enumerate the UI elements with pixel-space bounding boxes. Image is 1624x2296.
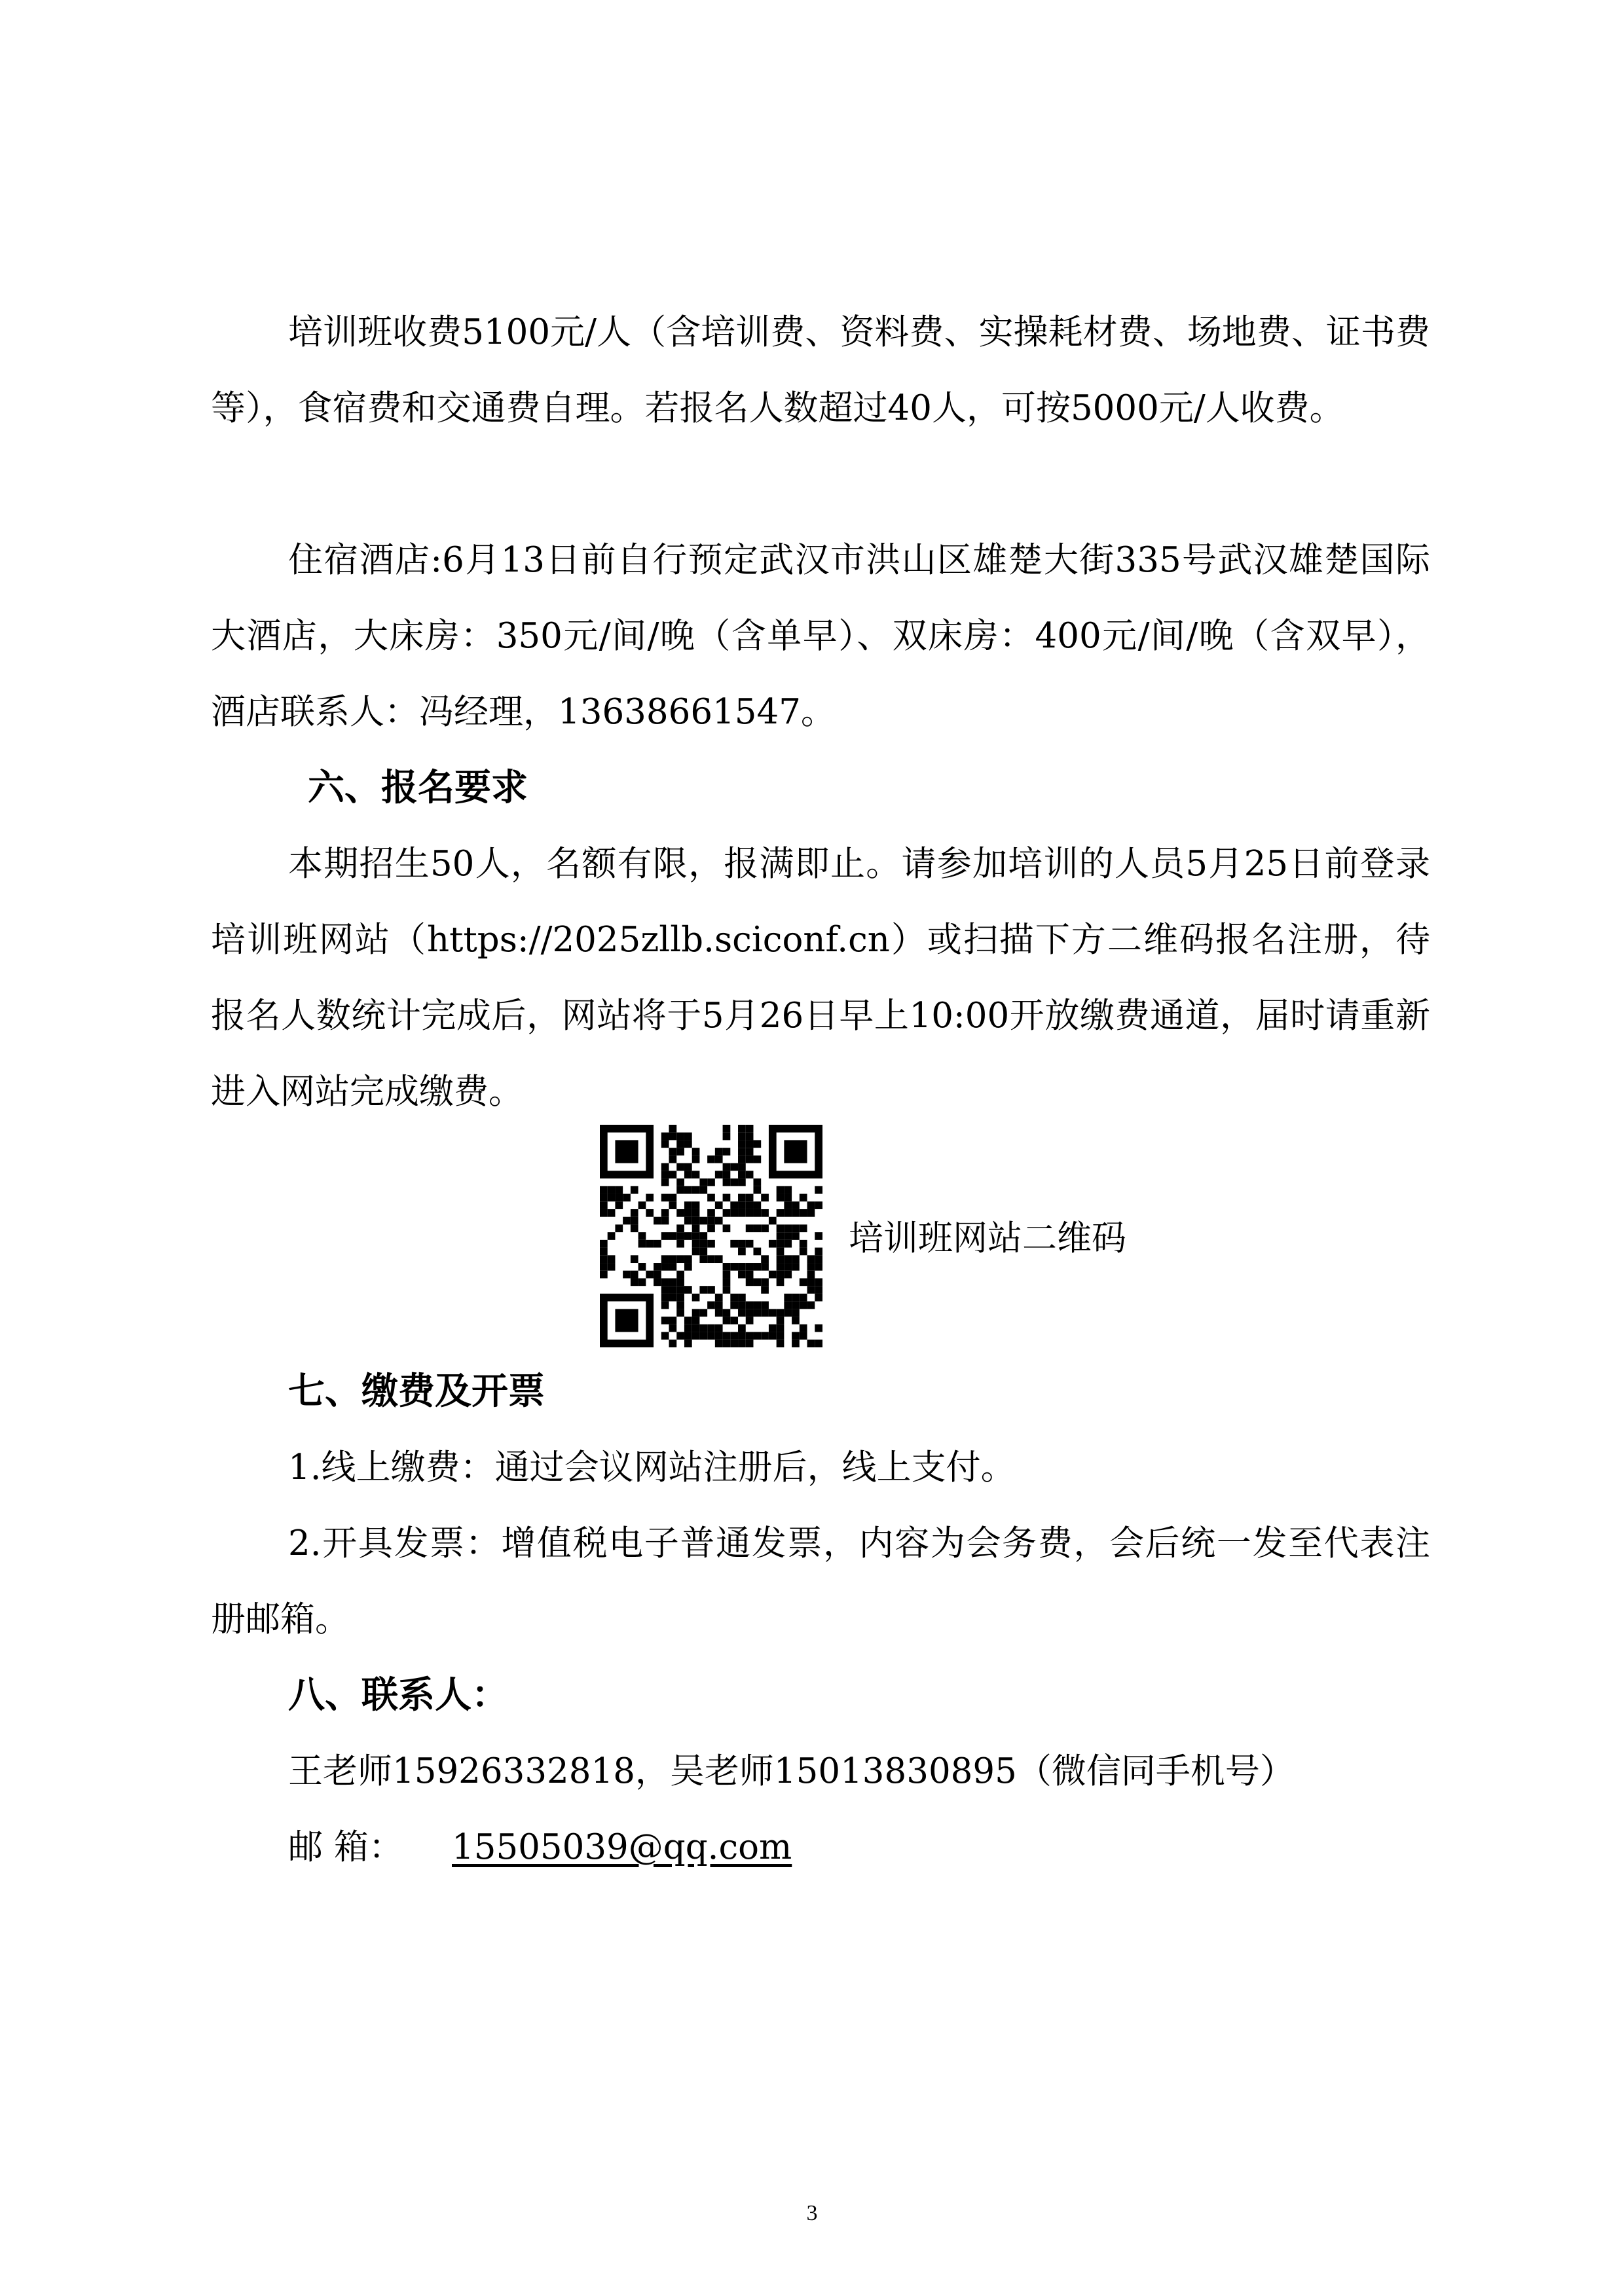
hotel-paragraph: 住宿酒店:6月13日前自行预定武汉市洪山区雄楚大街335号武汉雄楚国际大酒店，大床房：350元/间/晚（含单早）、双床房：400元/间/晚（含双早），酒店联系人：冯经理，13638661547。 bbox=[211, 540, 1430, 732]
email-label: 邮 箱： bbox=[288, 1827, 403, 1867]
email-line bbox=[288, 1810, 792, 1886]
qr-code-image[interactable] bbox=[600, 1125, 822, 1347]
contacts-line: 王老师15926332818，吴老师15013830895（微信同手机号） bbox=[288, 1751, 1295, 1791]
section-eight-heading: 八、联系人： bbox=[288, 1674, 508, 1717]
email-link[interactable]: 15505039@qq.com bbox=[452, 1827, 792, 1867]
qr-caption: 培训班网站二维码 bbox=[849, 1218, 1126, 1258]
section-six-heading: 六、报名要求 bbox=[308, 767, 528, 809]
page-number: 3 bbox=[806, 2201, 818, 2225]
payment-item: 1.线上缴费：通过会议网站注册后，线上支付。 bbox=[288, 1448, 1016, 1487]
invoice-item: 2.开具发票：增值税电子普通发票，内容为会务费，会后统一发至代表注册邮箱。 bbox=[211, 1523, 1430, 1639]
registration-paragraph: 本期招生50人，名额有限，报满即止。请参加培训的人员5月25日前登录培训班网站（https://2025zllb.sciconf.cn）或扫描下方二维码报名注册，待报名人数统计完成后，网站将于5月26日早上10:00开放缴费通道，届时请重新进入网站完成缴费。 bbox=[211, 844, 1430, 1112]
qr-code-icon bbox=[600, 1125, 822, 1347]
fee-paragraph: 培训班收费5100元/人（含培训费、资料费、实操耗材费、场地费、证书费等），食宿费和交通费自理。若报名人数超过40人，可按5000元/人收费。 bbox=[211, 312, 1430, 428]
section-seven-heading: 七、缴费及开票 bbox=[288, 1370, 545, 1413]
